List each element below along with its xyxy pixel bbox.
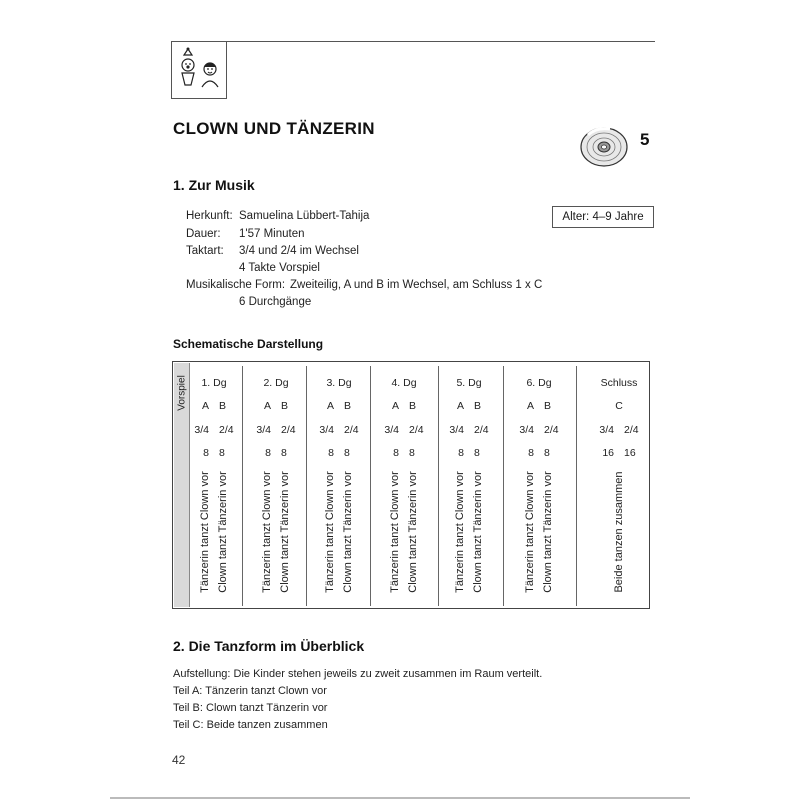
body-line-teil-b: Teil B: Clown tanzt Tänzerin vor [173,702,328,714]
column-parts-value: B [474,400,482,412]
column-bars-value: 8 [458,447,464,459]
column-parts-value: A [201,400,209,412]
column-meter-value: 3/4 [449,424,464,436]
column-meter [311,424,367,436]
column-description: Clown tanzt Tänzerin vor [542,471,554,593]
column-parts-value: A [263,400,271,412]
info-label-herkunft: Herkunft: [186,210,233,222]
column-separator [242,366,243,606]
info-value-vorspiel: 4 Takte Vorspiel [239,262,320,274]
column-head: 4. Dg [391,377,417,389]
column-bars-value: 16 [602,447,614,459]
info-value-herkunft: Samuelina Lübbert-Tahija [239,210,370,222]
column-head: 6. Dg [526,377,552,389]
column-meter [376,424,432,436]
column-bars-value: 8 [528,447,534,459]
column-parts-value: B [344,400,352,412]
column-description: Clown tanzt Tänzerin vor [342,471,354,593]
info-value-form: Zweiteilig, A und B im Wechsel, am Schluss 1 x C [290,279,543,291]
column-meter-value: 3/4 [319,424,334,436]
column-bars-value: 8 [219,447,225,459]
section2-heading: 2. Die Tanzform im Überblick [173,638,365,654]
column-meter-value: 2/4 [544,424,559,436]
top-rule [171,41,655,42]
column-separator [438,366,439,606]
column-head: Schluss [600,377,638,389]
info-value-taktart: 3/4 und 2/4 im Wechsel [239,245,359,257]
column-parts-value: A [526,400,534,412]
logo-box [171,41,227,99]
column-description: Tänzerin tanzt Clown vor [524,471,536,593]
page-number: 42 [172,753,186,767]
column-meter-value: 3/4 [194,424,209,436]
column-bars [441,447,497,459]
column-parts [311,400,367,412]
column-bars [376,447,432,459]
column-meter-value: 2/4 [219,424,234,436]
body-line-aufstellung: Aufstellung: Die Kinder stehen jeweils zu zweit zusammen im Raum verteilt. [173,668,543,680]
column-head: 3. Dg [326,377,352,389]
column-description: Tänzerin tanzt Clown vor [261,471,273,593]
column-meter-value: 2/4 [624,424,639,436]
column-meter-value: 3/4 [256,424,271,436]
column-bars-value: 8 [474,447,480,459]
column-bars-value: 8 [328,447,334,459]
column-meter [186,424,242,436]
column-meter [511,424,567,436]
column-description: Clown tanzt Tänzerin vor [217,471,229,593]
page-title: CLOWN UND TÄNZERIN [173,119,375,138]
column-bars-value: 8 [393,447,399,459]
info-value-durchgaenge: 6 Durchgänge [239,296,312,308]
column-bars [248,447,304,459]
column-parts [186,400,242,412]
column-meter-value: 2/4 [344,424,359,436]
column-bars [186,447,242,459]
column-meter-value: 3/4 [599,424,614,436]
column-description: Tänzerin tanzt Clown vor [324,471,336,593]
column-bars-value: 16 [624,447,636,459]
column-separator [576,366,577,606]
cd-icon [580,119,636,167]
column-parts [376,400,432,412]
column-description: Beide tanzen zusammen [613,471,625,593]
column-description: Tänzerin tanzt Clown vor [389,471,401,593]
column-bars-value: 8 [409,447,415,459]
column-meter-value: 3/4 [519,424,534,436]
column-head: 2. Dg [263,377,289,389]
column-meter [248,424,304,436]
column-bars-value: 8 [344,447,350,459]
column-parts-value: A [326,400,334,412]
track-number: 5 [640,130,650,149]
footer-rule [110,797,690,799]
column-head: 1. Dg [201,377,227,389]
column-meter [591,424,647,436]
column-meter [441,424,497,436]
column-separator [306,366,307,606]
age-badge: Alter: 4–9 Jahre [552,206,654,228]
column-description: Clown tanzt Tänzerin vor [407,471,419,593]
column-bars-value: 8 [203,447,209,459]
column-parts-value: A [391,400,399,412]
column-parts [248,400,304,412]
info-value-dauer: 1'57 Minuten [239,228,305,240]
schema-heading: Schematische Darstellung [173,337,324,351]
column-parts-value: B [409,400,417,412]
column-bars [511,447,567,459]
column-parts-value: B [544,400,552,412]
body-line-teil-c: Teil C: Beide tanzen zusammen [173,719,328,731]
column-parts-value: A [456,400,464,412]
column-parts [441,400,497,412]
column-description: Clown tanzt Tänzerin vor [472,471,484,593]
clown-dancer-icon [178,45,222,93]
column-description: Tänzerin tanzt Clown vor [199,471,211,593]
column-parts-value: B [281,400,289,412]
column-description: Clown tanzt Tänzerin vor [279,471,291,593]
column-bars [311,447,367,459]
column-bars [591,447,647,459]
column-parts [511,400,567,412]
info-label-dauer: Dauer: [186,228,221,240]
column-meter-value: 2/4 [281,424,296,436]
column-parts-value: C [615,400,623,412]
column-parts [591,400,647,412]
body-line-teil-a: Teil A: Tänzerin tanzt Clown vor [173,685,327,697]
column-bars-value: 8 [544,447,550,459]
column-meter-value: 3/4 [384,424,399,436]
section1-heading: 1. Zur Musik [173,177,255,193]
vorspiel-label: Vorspiel [176,375,187,411]
column-parts-value: B [219,400,227,412]
column-meter-value: 2/4 [474,424,489,436]
column-head: 5. Dg [456,377,482,389]
column-separator [503,366,504,606]
column-bars-value: 8 [265,447,271,459]
info-label-form: Musikalische Form: [186,279,286,291]
info-label-taktart: Taktart: [186,245,224,257]
column-separator [370,366,371,606]
column-bars-value: 8 [281,447,287,459]
column-meter-value: 2/4 [409,424,424,436]
column-description: Tänzerin tanzt Clown vor [454,471,466,593]
